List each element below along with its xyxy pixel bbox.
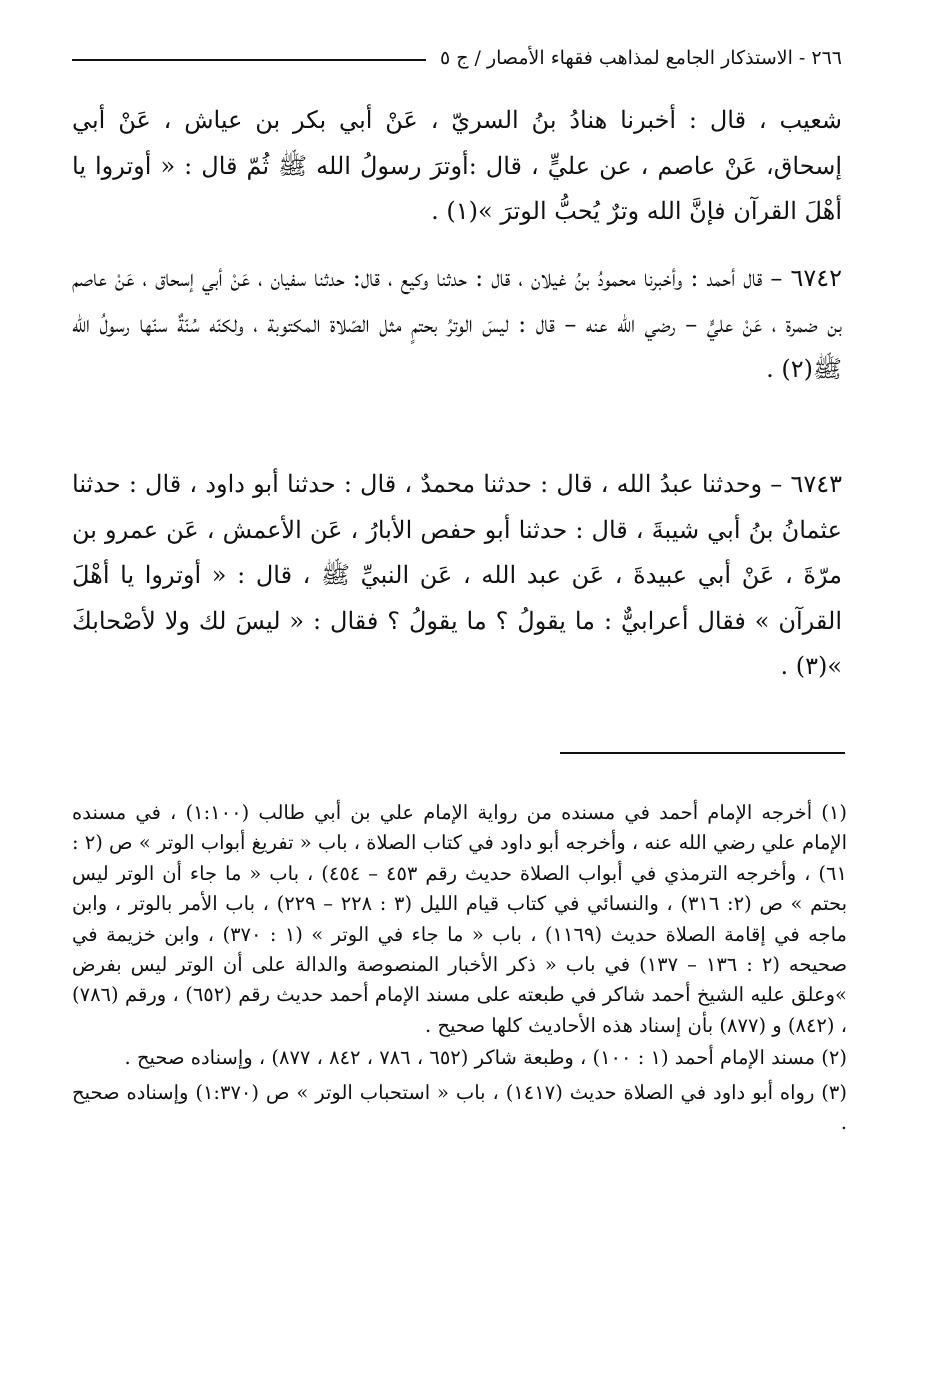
hadith-paragraph-6743: ٦٧٤٣ – وحدثنا عبدُ الله ، قال : حدثنا محمدٌ ، قال : حدثنا أبو داود ، قال : حدثنا عثمانُ بنُ أبي شيبةَ ، قال : حدثنا أبو حفص الأبارُ ، عَن الأعمش ، عَن عمرو بن مرّةَ ، عَنْ أبي عبيدةَ ، عَن عبد الله ، عَن النبيِّ ﷺ ، قال : « أوتروا يا أهْلَ القرآن » فقال أعرابيٌّ : ما يقولُ ؟ ما يقولُ ؟ فقال : « ليسَ لك ولا لأصْحابكَ »(٣) . <box>72 470 842 680</box>
header-rule <box>72 59 426 61</box>
hadith-paragraph-6742: ٦٧٤٢ – قال أحمد : وأخبرنا محمودُ بنُ غيلان ، قال : حدثنا وكيع ، قال: حدثنا سفيان ، عَنْ أبي إسحاق ، عَنْ عاصم بن ضمرة ، عَنْ عليٍّ – رضي الله عنه – قال : ليسَ الوترُ بحتمٍ مثل الصّلاة المكتوبة ، ولكنّه سُنّةٌ سنّها رسولُ الله ﷺ(٢) . <box>72 264 842 383</box>
running-head <box>72 38 842 78</box>
footnote-3: (٣) رواه أبو داود في الصلاة حديث (١٤١٧) ، باب « استحباب الوتر » ص (١:٣٧٠) وإسناده صحيح . <box>72 1080 847 1135</box>
footnote-1: (١) أخرجه الإمام أحمد في مسنده من رواية الإمام علي بن أبي طالب (١:١٠٠) ، في مسنده الإمام علي رضي الله عنه ، وأخرجه أبو داود في كتاب الصلاة ، باب « تفريغ أبواب الوتر » ص (٢ : ٦١) ، وأخرجه الترمذي في أبواب الصلاة حديث رقم ٤٥٣ – ٤٥٤) ، باب « ما جاء أن الوتر ليس بحتم » ص (٢: ٣١٦) ، والنسائي في كتاب قيام الليل (٣ : ٢٢٨ – ٢٢٩) ، باب الأمر بالوتر ، وابن ماجه في إقامة الصلاة حديث (١١٦٩) ، باب « ما جاء في الوتر » (١ : ٣٧٠) ، وابن خزيمة في صحيحه (٢ : ١٣٦ – ١٣٧) في باب « ذكر الأخبار المنصوصة والدالة على أن الوتر ليس بفرض »وعلق عليه الشيخ أحمد شاكر في طبعته على مسند الإمام أحمد حديث رقم (٦٥٢) ، ورقم (٧٨٦) ، (٨٤٢) و (٨٧٧) بأن إسناد هذه الأحاديث كلها صحيح . <box>71 801 848 1037</box>
footnote-separator <box>560 752 845 754</box>
footnote-2: (٢) مسند الإمام أحمد (١ : ١٠٠) ، وطبعة شاكر (٦٥٢ ، ٧٨٦ ، ٨٤٢ ، ٨٧٧) ، وإسناده صحيح . <box>124 1046 847 1070</box>
running-title: ٢٦٦ - الاستذكار الجامع لمذاهب فقهاء الأمصار / ج ٥ <box>439 47 842 69</box>
footnotes <box>72 798 847 1138</box>
hadith-paragraph-continued: شعيب ، قال : أخبرنا هنادُ بنُ السريّ ، عَنْ أبي بكر بن عياش ، عَنْ أبي إسحاق، عَنْ عاصم ، عن عليٍّ ، قال :أوترَ رسولُ الله ﷺ ثُمّ قال : « أوتروا يا أهْلَ القرآن فإنَّ الله وترٌ يُحبُّ الوترَ »(١) . <box>72 106 842 225</box>
